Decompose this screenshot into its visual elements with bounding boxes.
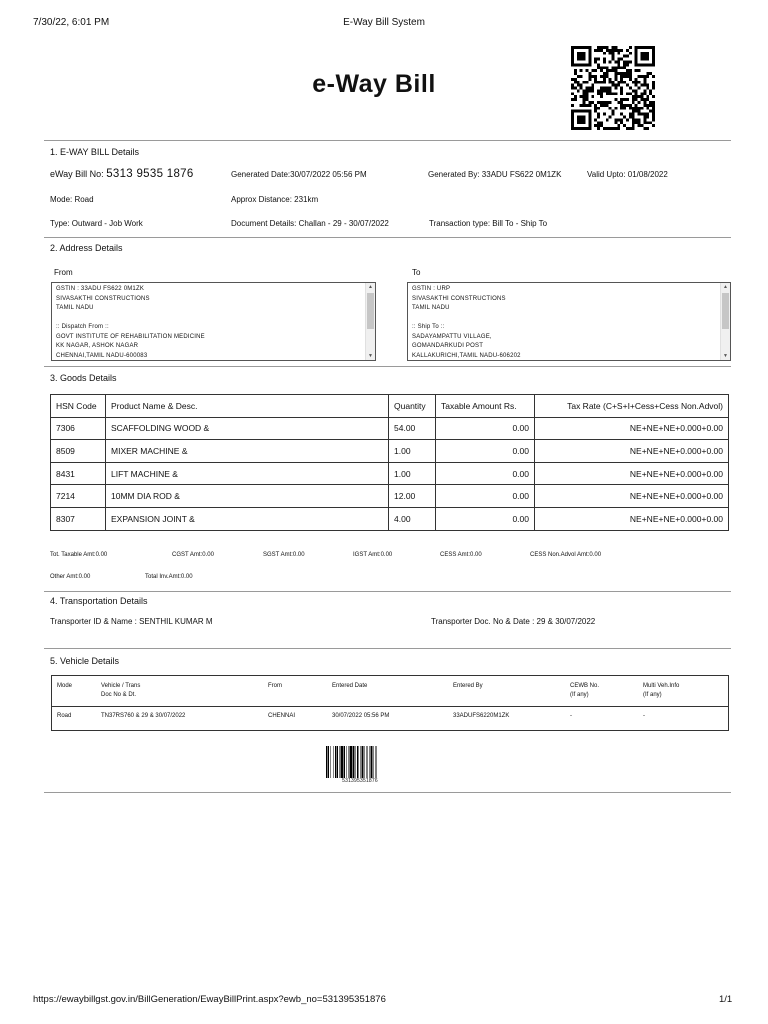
other-amount: Other Amt:0.00: [50, 574, 91, 580]
section-heading-goods: 3. Goods Details: [50, 373, 117, 383]
approx-distance: Approx Distance: 231km: [231, 195, 319, 204]
goods-row: [51, 507, 729, 530]
to-address-text: GSTIN : URP SIVASAKTHI CONSTRUCTIONS TAMIL NADU :: Ship To :: SADAYAMPATTU VILLAGE, GOMANDARKUDI POST KALLAKURICHI,TAMIL NADU-606202: [412, 286, 521, 359]
quantity-cell: 1.00: [389, 462, 436, 485]
scroll-thumb[interactable]: [367, 293, 374, 329]
print-page-count: 1/1: [719, 994, 733, 1005]
tax-rate-cell: NE+NE+NE+0.000+0.00: [535, 507, 729, 530]
goods-row: [51, 417, 729, 440]
taxable-cell: 0.00: [436, 507, 535, 530]
to-address-scrollbar[interactable]: [720, 283, 730, 360]
mode-cell: Road: [52, 707, 97, 731]
barcode: [326, 746, 394, 778]
goods-row: [51, 485, 729, 508]
section-heading-vehicle: 5. Vehicle Details: [50, 656, 120, 666]
divider: [44, 648, 731, 649]
divider: [44, 237, 731, 238]
section-heading-address: 2. Address Details: [50, 243, 123, 253]
supply-type: Type: Outward - Job Work: [50, 219, 143, 228]
hsn-cell: 7214: [51, 485, 106, 508]
transport-mode: Mode: Road: [50, 195, 94, 204]
print-url: https://ewaybillgst.gov.in/BillGeneration/EwayBillPrint.aspx?ewb_no=531395351876: [33, 994, 386, 1005]
col-multi-veh: Multi Veh.Info (If any): [643, 683, 680, 698]
valid-upto: Valid Upto: 01/08/2022: [587, 170, 668, 179]
taxable-cell: 0.00: [436, 462, 535, 485]
col-from: From: [268, 683, 282, 689]
product-cell: EXPANSION JOINT &: [106, 507, 389, 530]
ewb-number-label: eWay Bill No:: [50, 169, 104, 179]
multi-veh-cell: -: [638, 707, 729, 731]
scroll-down-icon[interactable]: ▼: [723, 353, 728, 359]
generated-date: Generated Date:30/07/2022 05:56 PM: [231, 170, 367, 179]
tax-rate-cell: NE+NE+NE+0.000+0.00: [535, 417, 729, 440]
taxable-cell: 0.00: [436, 440, 535, 463]
scroll-thumb[interactable]: [722, 293, 729, 329]
total-cess: CESS Amt:0.00: [440, 552, 482, 558]
vehicle-row: [52, 707, 729, 731]
entered-date-cell: 30/07/2022 05:56 PM: [327, 707, 448, 731]
total-igst: IGST Amt:0.00: [353, 552, 393, 558]
divider: [44, 366, 731, 367]
total-cess-non-advol: CESS Non.Advol Amt:0.00: [530, 552, 602, 558]
product-cell: LIFT MACHINE &: [106, 462, 389, 485]
vehicle-cell: TN37RS760 & 29 & 30/07/2022: [96, 707, 263, 731]
goods-row: [51, 440, 729, 463]
scroll-down-icon[interactable]: ▼: [368, 353, 373, 359]
print-datetime: 7/30/22, 6:01 PM: [33, 17, 110, 28]
cewb-cell: -: [565, 707, 638, 731]
to-address-box[interactable]: [407, 282, 731, 361]
page-title: e-Way Bill: [312, 70, 436, 98]
from-address-scrollbar[interactable]: [365, 283, 375, 360]
generated-by: Generated By: 33ADU FS622 0M1ZK: [428, 170, 562, 179]
quantity-cell: 1.00: [389, 440, 436, 463]
goods-table: [50, 394, 729, 531]
product-cell: SCAFFOLDING WOOD &: [106, 417, 389, 440]
transaction-type: Transaction type: Bill To - Ship To: [429, 219, 548, 228]
col-entered-date: Entered Date: [332, 683, 368, 689]
product-cell: 10MM DIA ROD &: [106, 485, 389, 508]
entered-by-cell: 33ADUFS6220M1ZK: [448, 707, 565, 731]
col-hsn: HSN Code: [51, 395, 106, 418]
from-address-text: GSTIN : 33ADU FS622 0M1ZK SIVASAKTHI CONSTRUCTIONS TAMIL NADU :: Dispatch From :: GOVT INSTITUTE OF REHABILITATION MEDICINE KK NAGAR, ASHOK NAGAR CHENNAI,TAMIL NADU-600083: [56, 286, 205, 359]
hsn-cell: 8307: [51, 507, 106, 530]
ewb-number-row: [50, 168, 194, 180]
hsn-cell: 8509: [51, 440, 106, 463]
hsn-cell: 8431: [51, 462, 106, 485]
total-cgst: CGST Amt:0.00: [172, 552, 214, 558]
vehicle-header-row: [52, 676, 729, 707]
col-taxable: Taxable Amount Rs.: [436, 395, 535, 418]
from-label: From: [54, 268, 73, 277]
scroll-up-icon[interactable]: ▲: [368, 284, 373, 290]
vehicle-table: [51, 675, 729, 731]
transporter-id-name: Transporter ID & Name : SENTHIL KUMAR M: [50, 617, 213, 626]
total-sgst: SGST Amt:0.00: [263, 552, 305, 558]
col-mode: Mode: [57, 683, 73, 689]
from-cell: CHENNAI: [263, 707, 327, 731]
col-tax-rate: Tax Rate (C+S+I+Cess+Cess Non.Advol): [535, 395, 729, 418]
print-page-title: E-Way Bill System: [343, 17, 425, 28]
col-product: Product Name & Desc.: [106, 395, 389, 418]
total-invoice-amount: Total Inv.Amt:0.00: [145, 574, 193, 580]
goods-row: [51, 462, 729, 485]
tax-rate-cell: NE+NE+NE+0.000+0.00: [535, 440, 729, 463]
col-cewb: CEWB No. (If any): [570, 683, 600, 698]
tax-rate-cell: NE+NE+NE+0.000+0.00: [535, 485, 729, 508]
ewb-number: 5313 9535 1876: [106, 168, 194, 180]
divider: [44, 591, 731, 592]
divider: [44, 140, 731, 141]
qr-code: [569, 46, 657, 130]
col-entered-by: Entered By: [453, 683, 483, 689]
section-heading-ewb-details: 1. E-WAY BILL Details: [50, 147, 140, 157]
col-vehicle: Vehicle / Trans Doc No & Dt.: [101, 683, 141, 698]
document-details: Document Details: Challan - 29 - 30/07/2022: [231, 219, 389, 228]
col-quantity: Quantity: [389, 395, 436, 418]
product-cell: MIXER MACHINE &: [106, 440, 389, 463]
from-address-box[interactable]: [51, 282, 376, 361]
scroll-up-icon[interactable]: ▲: [723, 284, 728, 290]
goods-header-row: [51, 395, 729, 418]
transporter-doc: Transporter Doc. No & Date : 29 & 30/07/2022: [431, 617, 596, 626]
divider: [44, 792, 731, 793]
hsn-cell: 7306: [51, 417, 106, 440]
tax-rate-cell: NE+NE+NE+0.000+0.00: [535, 462, 729, 485]
section-heading-transport: 4. Transportation Details: [50, 596, 148, 606]
taxable-cell: 0.00: [436, 485, 535, 508]
to-label: To: [412, 268, 421, 277]
total-taxable: Tot. Taxable Amt:0.00: [50, 552, 108, 558]
taxable-cell: 0.00: [436, 417, 535, 440]
quantity-cell: 12.00: [389, 485, 436, 508]
quantity-cell: 54.00: [389, 417, 436, 440]
quantity-cell: 4.00: [389, 507, 436, 530]
barcode-number: 531395351876: [342, 778, 378, 784]
